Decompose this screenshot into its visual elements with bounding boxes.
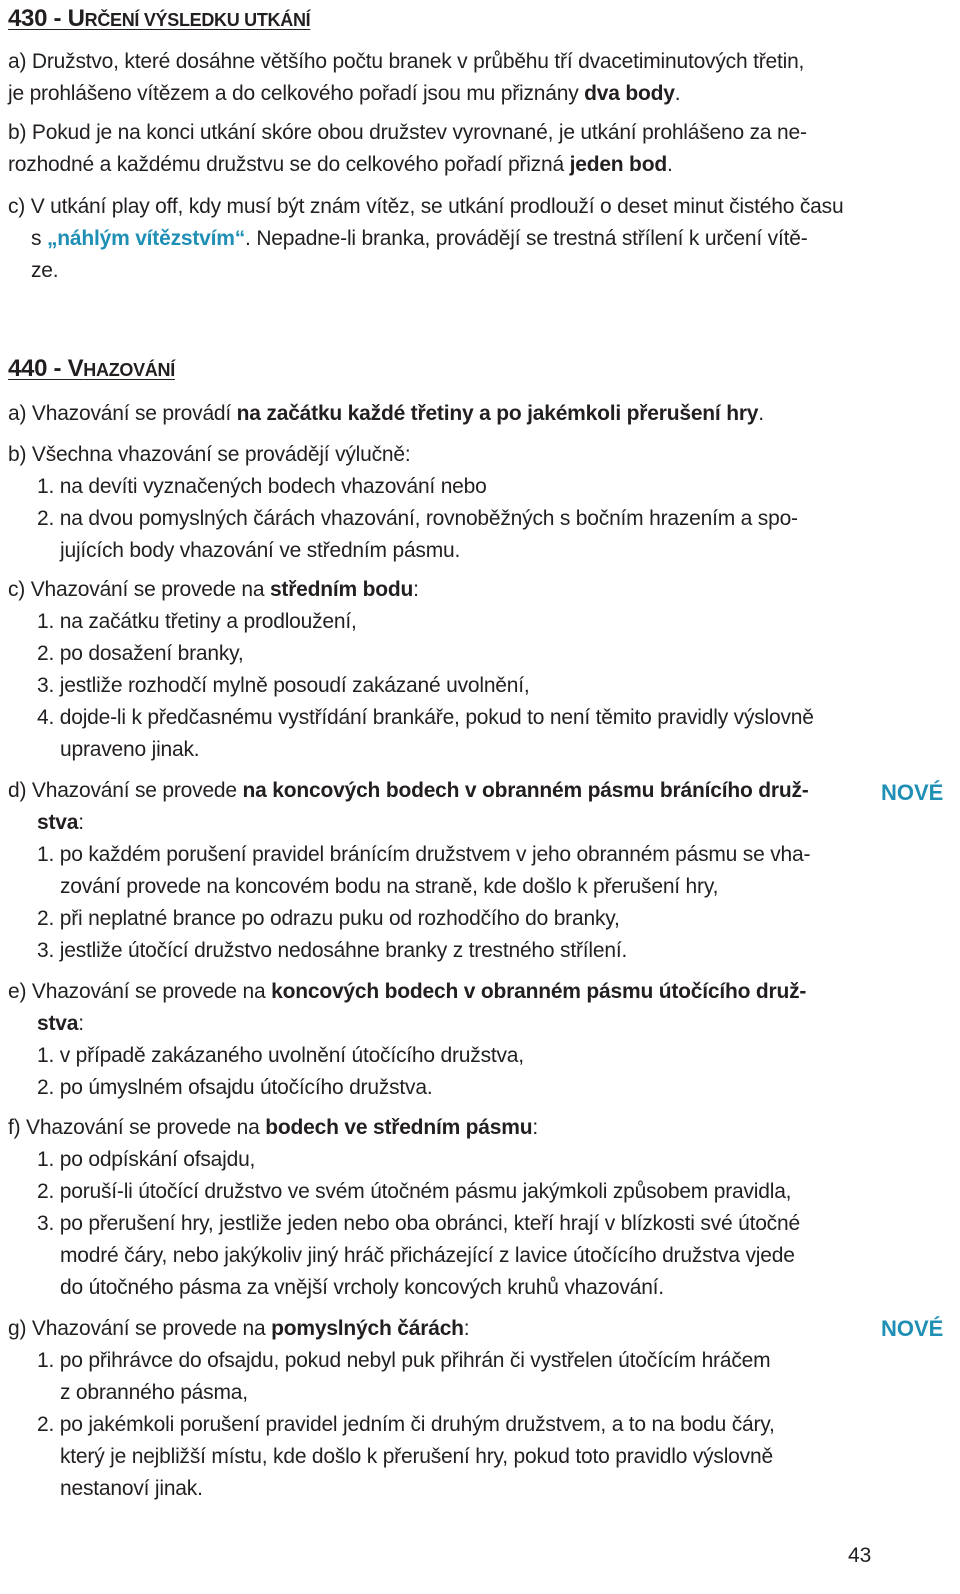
rule-440-b	[8, 439, 873, 471]
list-item	[37, 935, 873, 967]
emphasis: na koncových bodech v obranném pásmu bránícího druž-	[242, 779, 809, 802]
new-rule-marker: NOVÉ	[881, 780, 944, 805]
text: :	[78, 811, 84, 834]
section-number: 440 -	[8, 355, 68, 382]
text: do útočného pásma za vnější vrcholy koncových kruhů vhazování.	[60, 1276, 664, 1299]
list-item	[37, 1176, 873, 1208]
rule-440-e	[8, 976, 873, 1040]
list-item	[37, 503, 873, 567]
list-item	[37, 839, 873, 903]
emphasis: na začátku každé třetiny a po jakémkoli přerušení hry	[236, 402, 759, 425]
rule-440-d	[8, 775, 873, 839]
rule-440-a	[8, 398, 873, 430]
text: :	[532, 1116, 539, 1139]
text: 4. dojde-li k předčasnému vystřídání brankáře, pokud to není těmito pravidly výslovně	[37, 706, 814, 729]
emphasis: stva	[37, 811, 79, 834]
emphasis: jeden bod	[569, 153, 667, 176]
section-number: 430 -	[8, 5, 68, 32]
list-item	[37, 1072, 873, 1104]
text: :	[463, 1317, 470, 1340]
text: 1. na začátku třetiny a prodloužení,	[37, 610, 357, 633]
list-item	[37, 606, 873, 638]
text: zování provede na koncovém bodu na straně, kde došlo k přerušení hry,	[60, 875, 719, 898]
rule-440-f	[8, 1112, 873, 1144]
list-item	[37, 903, 873, 935]
text: který je nejbližší místu, kde došlo k přerušení hry, pokud toto pravidlo výslovně	[60, 1445, 773, 1468]
emphasis: bodech ve středním pásmu	[265, 1116, 533, 1139]
emphasis: dva body	[584, 82, 675, 105]
text: 2. při neplatné brance po odrazu puku od rozhodčího do branky,	[37, 907, 620, 930]
title-initial: V	[67, 355, 84, 382]
list-item	[37, 670, 873, 702]
emphasis: koncových bodech v obranném pásmu útočícího druž-	[271, 980, 807, 1003]
text: 1. v případě zakázaného uvolnění útočícího družstva,	[37, 1044, 524, 1067]
text: .	[674, 82, 681, 105]
text: 2. po dosažení branky,	[37, 642, 244, 665]
text: :	[78, 1012, 84, 1035]
text: 2. poruší-li útočící družstvo ve svém útočném pásmu jakýmkoli způsobem pravidla,	[37, 1180, 792, 1203]
title-rest: RČENÍ VÝSLEDKU UTKÁNÍ	[84, 10, 311, 30]
text: f) Vhazování se provede na	[8, 1116, 266, 1139]
text: z obranného pásma,	[60, 1381, 248, 1404]
text: 3. jestliže útočící družstvo nedosáhne branky z trestného střílení.	[37, 939, 628, 962]
rule-430-c	[8, 191, 873, 287]
section-440-heading	[8, 354, 175, 385]
title-rest: HAZOVÁNÍ	[83, 360, 175, 380]
text: g) Vhazování se provede na	[8, 1317, 272, 1340]
text: 2. na dvou pomyslných čárách vhazování, rovnoběžných s bočním hrazením a spo-	[37, 507, 798, 530]
list-item	[37, 1208, 873, 1304]
text: 3. po přerušení hry, jestliže jeden nebo oba obránci, kteří hrají v blízkosti své útočné	[37, 1212, 800, 1235]
page-number: 43	[848, 1544, 872, 1567]
text: je prohlášeno vítězem a do celkového pořadí jsou mu přiznány	[8, 82, 585, 105]
text: nestanoví jinak.	[60, 1477, 203, 1500]
title-initial: U	[67, 5, 85, 32]
text: s	[31, 227, 47, 250]
list-item	[37, 1345, 873, 1409]
list-item	[37, 638, 873, 670]
section-430-heading	[8, 4, 310, 35]
text: c) V utkání play off, kdy musí být znám vítěz, se utkání prodlouží o deset minut čistého času	[8, 195, 844, 218]
emphasis: pomyslných čárách	[271, 1317, 464, 1340]
text: c) Vhazování se provede na	[8, 578, 270, 601]
text: a) Družstvo, které dosáhne většího počtu branek v průběhu tří dvacetiminutových třetin,	[8, 50, 805, 73]
emphasis: stva	[37, 1012, 79, 1035]
text: e) Vhazování se provede na	[8, 980, 272, 1003]
text: 1. na devíti vyznačených bodech vhazování nebo	[37, 475, 487, 498]
text: .	[666, 153, 673, 176]
text: 3. jestliže rozhodčí mylně posoudí zakázané uvolnění,	[37, 674, 530, 697]
text: 1. po každém porušení pravidel bránícím družstvem v jeho obranném pásmu se vha-	[37, 843, 811, 866]
rule-430-a	[8, 46, 873, 110]
text: :	[413, 578, 419, 601]
list-item	[37, 1409, 873, 1505]
list-item	[37, 1040, 873, 1072]
text: jujících body vhazování ve středním pásmu.	[60, 539, 461, 562]
rule-440-c	[8, 574, 873, 606]
rule-440-g	[8, 1313, 873, 1345]
text: upraveno jinak.	[60, 738, 200, 761]
new-rule-marker: NOVÉ	[881, 1316, 944, 1341]
list-item	[37, 471, 873, 503]
text: 2. po jakémkoli porušení pravidel jedním či druhým družstvem, a to na bodu čáry,	[37, 1413, 775, 1436]
text: b) Všechna vhazování se provádějí výlučně:	[8, 443, 411, 466]
text: . Nepadne-li branka, provádějí se trestná střílení k určení vítě-	[245, 227, 808, 250]
list-item	[37, 1144, 873, 1176]
emphasis: středním bodu	[269, 578, 414, 601]
text: d) Vhazování se provede	[8, 779, 243, 802]
text: ze.	[31, 259, 59, 282]
list-item	[37, 702, 873, 766]
text: rozhodné a každému družstvu se do celkového pořadí přizná	[8, 153, 570, 176]
text: modré čáry, nebo jakýkoliv jiný hráč přicházející z lavice útočícího družstva vjede	[60, 1244, 795, 1267]
rule-430-b	[8, 117, 873, 181]
text: 1. po odpískání ofsajdu,	[37, 1148, 256, 1171]
emphasis-blue: „náhlým vítězstvím“	[46, 227, 246, 250]
text: 2. po úmyslném ofsajdu útočícího družstva.	[37, 1076, 433, 1099]
text: .	[758, 402, 764, 425]
text: a) Vhazování se provádí	[8, 402, 237, 425]
text: b) Pokud je na konci utkání skóre obou družstev vyrovnané, je utkání prohlášeno za ne-	[8, 121, 807, 144]
text: 1. po přihrávce do ofsajdu, pokud nebyl puk přihrán či vystřelen útočícím hráčem	[37, 1349, 771, 1372]
